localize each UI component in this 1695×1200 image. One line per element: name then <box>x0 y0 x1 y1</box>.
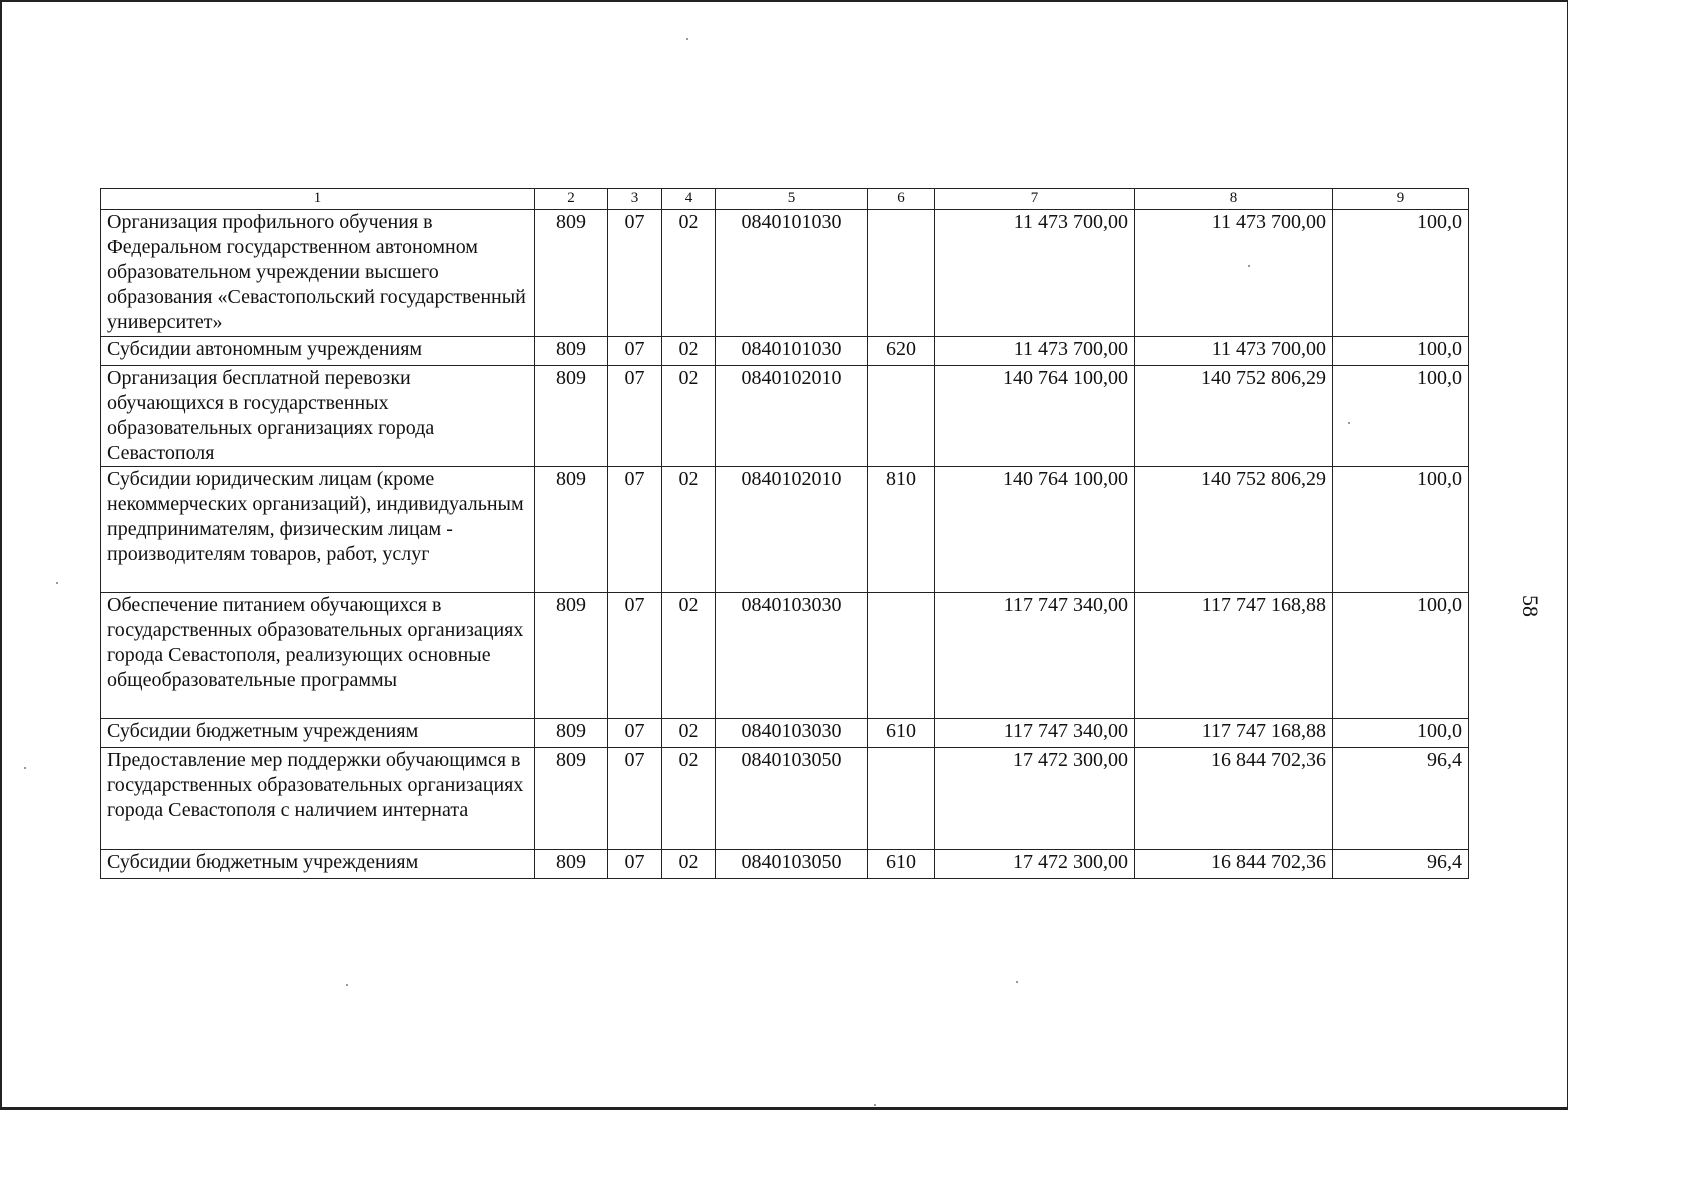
subsection-code: 02 <box>662 366 716 467</box>
subsection-code: 02 <box>662 850 716 879</box>
target-article-code: 0840102010 <box>716 467 868 593</box>
expense-type-code <box>868 593 935 719</box>
column-header: 1 <box>101 189 535 210</box>
table-row <box>101 366 1469 467</box>
item-name: Обеспечение питанием обучающихся в государственных образовательных организациях города Севастополя, реализующих основные общеобразовательные программы <box>101 593 535 719</box>
table-row <box>101 337 1469 366</box>
fact-amount: 117 747 168,88 <box>1135 593 1333 719</box>
plan-amount: 17 472 300,00 <box>935 748 1135 850</box>
fact-amount: 11 473 700,00 <box>1135 210 1333 337</box>
scan-speck <box>24 767 26 769</box>
fact-amount: 140 752 806,29 <box>1135 366 1333 467</box>
scan-speck <box>1248 265 1250 267</box>
scan-speck <box>1348 422 1350 424</box>
expense-type-code <box>868 210 935 337</box>
table-row <box>101 719 1469 748</box>
fact-amount: 11 473 700,00 <box>1135 337 1333 366</box>
fact-amount: 117 747 168,88 <box>1135 719 1333 748</box>
column-header: 4 <box>662 189 716 210</box>
subsection-code: 02 <box>662 719 716 748</box>
budget-table <box>100 188 1469 879</box>
subsection-code: 02 <box>662 337 716 366</box>
section-code: 07 <box>608 593 662 719</box>
plan-amount: 117 747 340,00 <box>935 593 1135 719</box>
section-code: 07 <box>608 337 662 366</box>
fact-amount: 16 844 702,36 <box>1135 748 1333 850</box>
section-code: 07 <box>608 366 662 467</box>
grbs-code: 809 <box>535 719 608 748</box>
expense-type-code: 610 <box>868 719 935 748</box>
scan-speck <box>346 984 348 986</box>
target-article-code: 0840102010 <box>716 366 868 467</box>
section-code: 07 <box>608 719 662 748</box>
expense-type-code <box>868 748 935 850</box>
scan-speck <box>1016 981 1018 983</box>
grbs-code: 809 <box>535 748 608 850</box>
fact-amount: 140 752 806,29 <box>1135 467 1333 593</box>
target-article-code: 0840103030 <box>716 719 868 748</box>
plan-amount: 11 473 700,00 <box>935 337 1135 366</box>
plan-amount: 11 473 700,00 <box>935 210 1135 337</box>
execution-percent: 96,4 <box>1333 850 1469 879</box>
page-number: 58 <box>1518 595 1543 617</box>
execution-percent: 96,4 <box>1333 748 1469 850</box>
column-header: 8 <box>1135 189 1333 210</box>
execution-percent: 100,0 <box>1333 366 1469 467</box>
subsection-code: 02 <box>662 210 716 337</box>
grbs-code: 809 <box>535 467 608 593</box>
item-name: Организация профильного обучения в Федеральном государственном автономном образовательном учреждении высшего образования «Севастопольский государственный университет» <box>101 210 535 337</box>
grbs-code: 809 <box>535 366 608 467</box>
scan-speck <box>874 1104 876 1106</box>
scan-speck <box>56 582 58 584</box>
execution-percent: 100,0 <box>1333 467 1469 593</box>
column-header: 3 <box>608 189 662 210</box>
item-name: Субсидии бюджетным учреждениям <box>101 719 535 748</box>
column-header: 6 <box>868 189 935 210</box>
item-name: Субсидии юридическим лицам (кроме некоммерческих организаций), индивидуальным предпринимателям, физическим лицам - производителям товаров, работ, услуг <box>101 467 535 593</box>
execution-percent: 100,0 <box>1333 337 1469 366</box>
column-header: 5 <box>716 189 868 210</box>
target-article-code: 0840103050 <box>716 850 868 879</box>
subsection-code: 02 <box>662 593 716 719</box>
column-header: 2 <box>535 189 608 210</box>
grbs-code: 809 <box>535 593 608 719</box>
table-row <box>101 210 1469 337</box>
execution-percent: 100,0 <box>1333 210 1469 337</box>
item-name: Организация бесплатной перевозки обучающихся в государственных образовательных организациях города Севастополя <box>101 366 535 467</box>
expense-type-code: 610 <box>868 850 935 879</box>
section-code: 07 <box>608 210 662 337</box>
plan-amount: 140 764 100,00 <box>935 366 1135 467</box>
target-article-code: 0840101030 <box>716 337 868 366</box>
expense-type-code <box>868 366 935 467</box>
target-article-code: 0840103050 <box>716 748 868 850</box>
section-code: 07 <box>608 467 662 593</box>
target-article-code: 0840101030 <box>716 210 868 337</box>
item-name: Субсидии бюджетным учреждениям <box>101 850 535 879</box>
section-code: 07 <box>608 748 662 850</box>
item-name: Предоставление мер поддержки обучающимся в государственных образовательных организациях города Севастополя с наличием интерната <box>101 748 535 850</box>
expense-type-code: 810 <box>868 467 935 593</box>
table-row <box>101 593 1469 719</box>
item-name: Субсидии автономным учреждениям <box>101 337 535 366</box>
expense-type-code: 620 <box>868 337 935 366</box>
fact-amount: 16 844 702,36 <box>1135 850 1333 879</box>
grbs-code: 809 <box>535 210 608 337</box>
table-row <box>101 748 1469 850</box>
execution-percent: 100,0 <box>1333 719 1469 748</box>
target-article-code: 0840103030 <box>716 593 868 719</box>
column-header: 7 <box>935 189 1135 210</box>
column-header: 9 <box>1333 189 1469 210</box>
plan-amount: 140 764 100,00 <box>935 467 1135 593</box>
subsection-code: 02 <box>662 748 716 850</box>
table-row <box>101 850 1469 879</box>
grbs-code: 809 <box>535 850 608 879</box>
plan-amount: 17 472 300,00 <box>935 850 1135 879</box>
execution-percent: 100,0 <box>1333 593 1469 719</box>
column-number-row <box>101 189 1469 210</box>
plan-amount: 117 747 340,00 <box>935 719 1135 748</box>
scan-speck <box>686 38 688 40</box>
table-row <box>101 467 1469 593</box>
grbs-code: 809 <box>535 337 608 366</box>
section-code: 07 <box>608 850 662 879</box>
subsection-code: 02 <box>662 467 716 593</box>
